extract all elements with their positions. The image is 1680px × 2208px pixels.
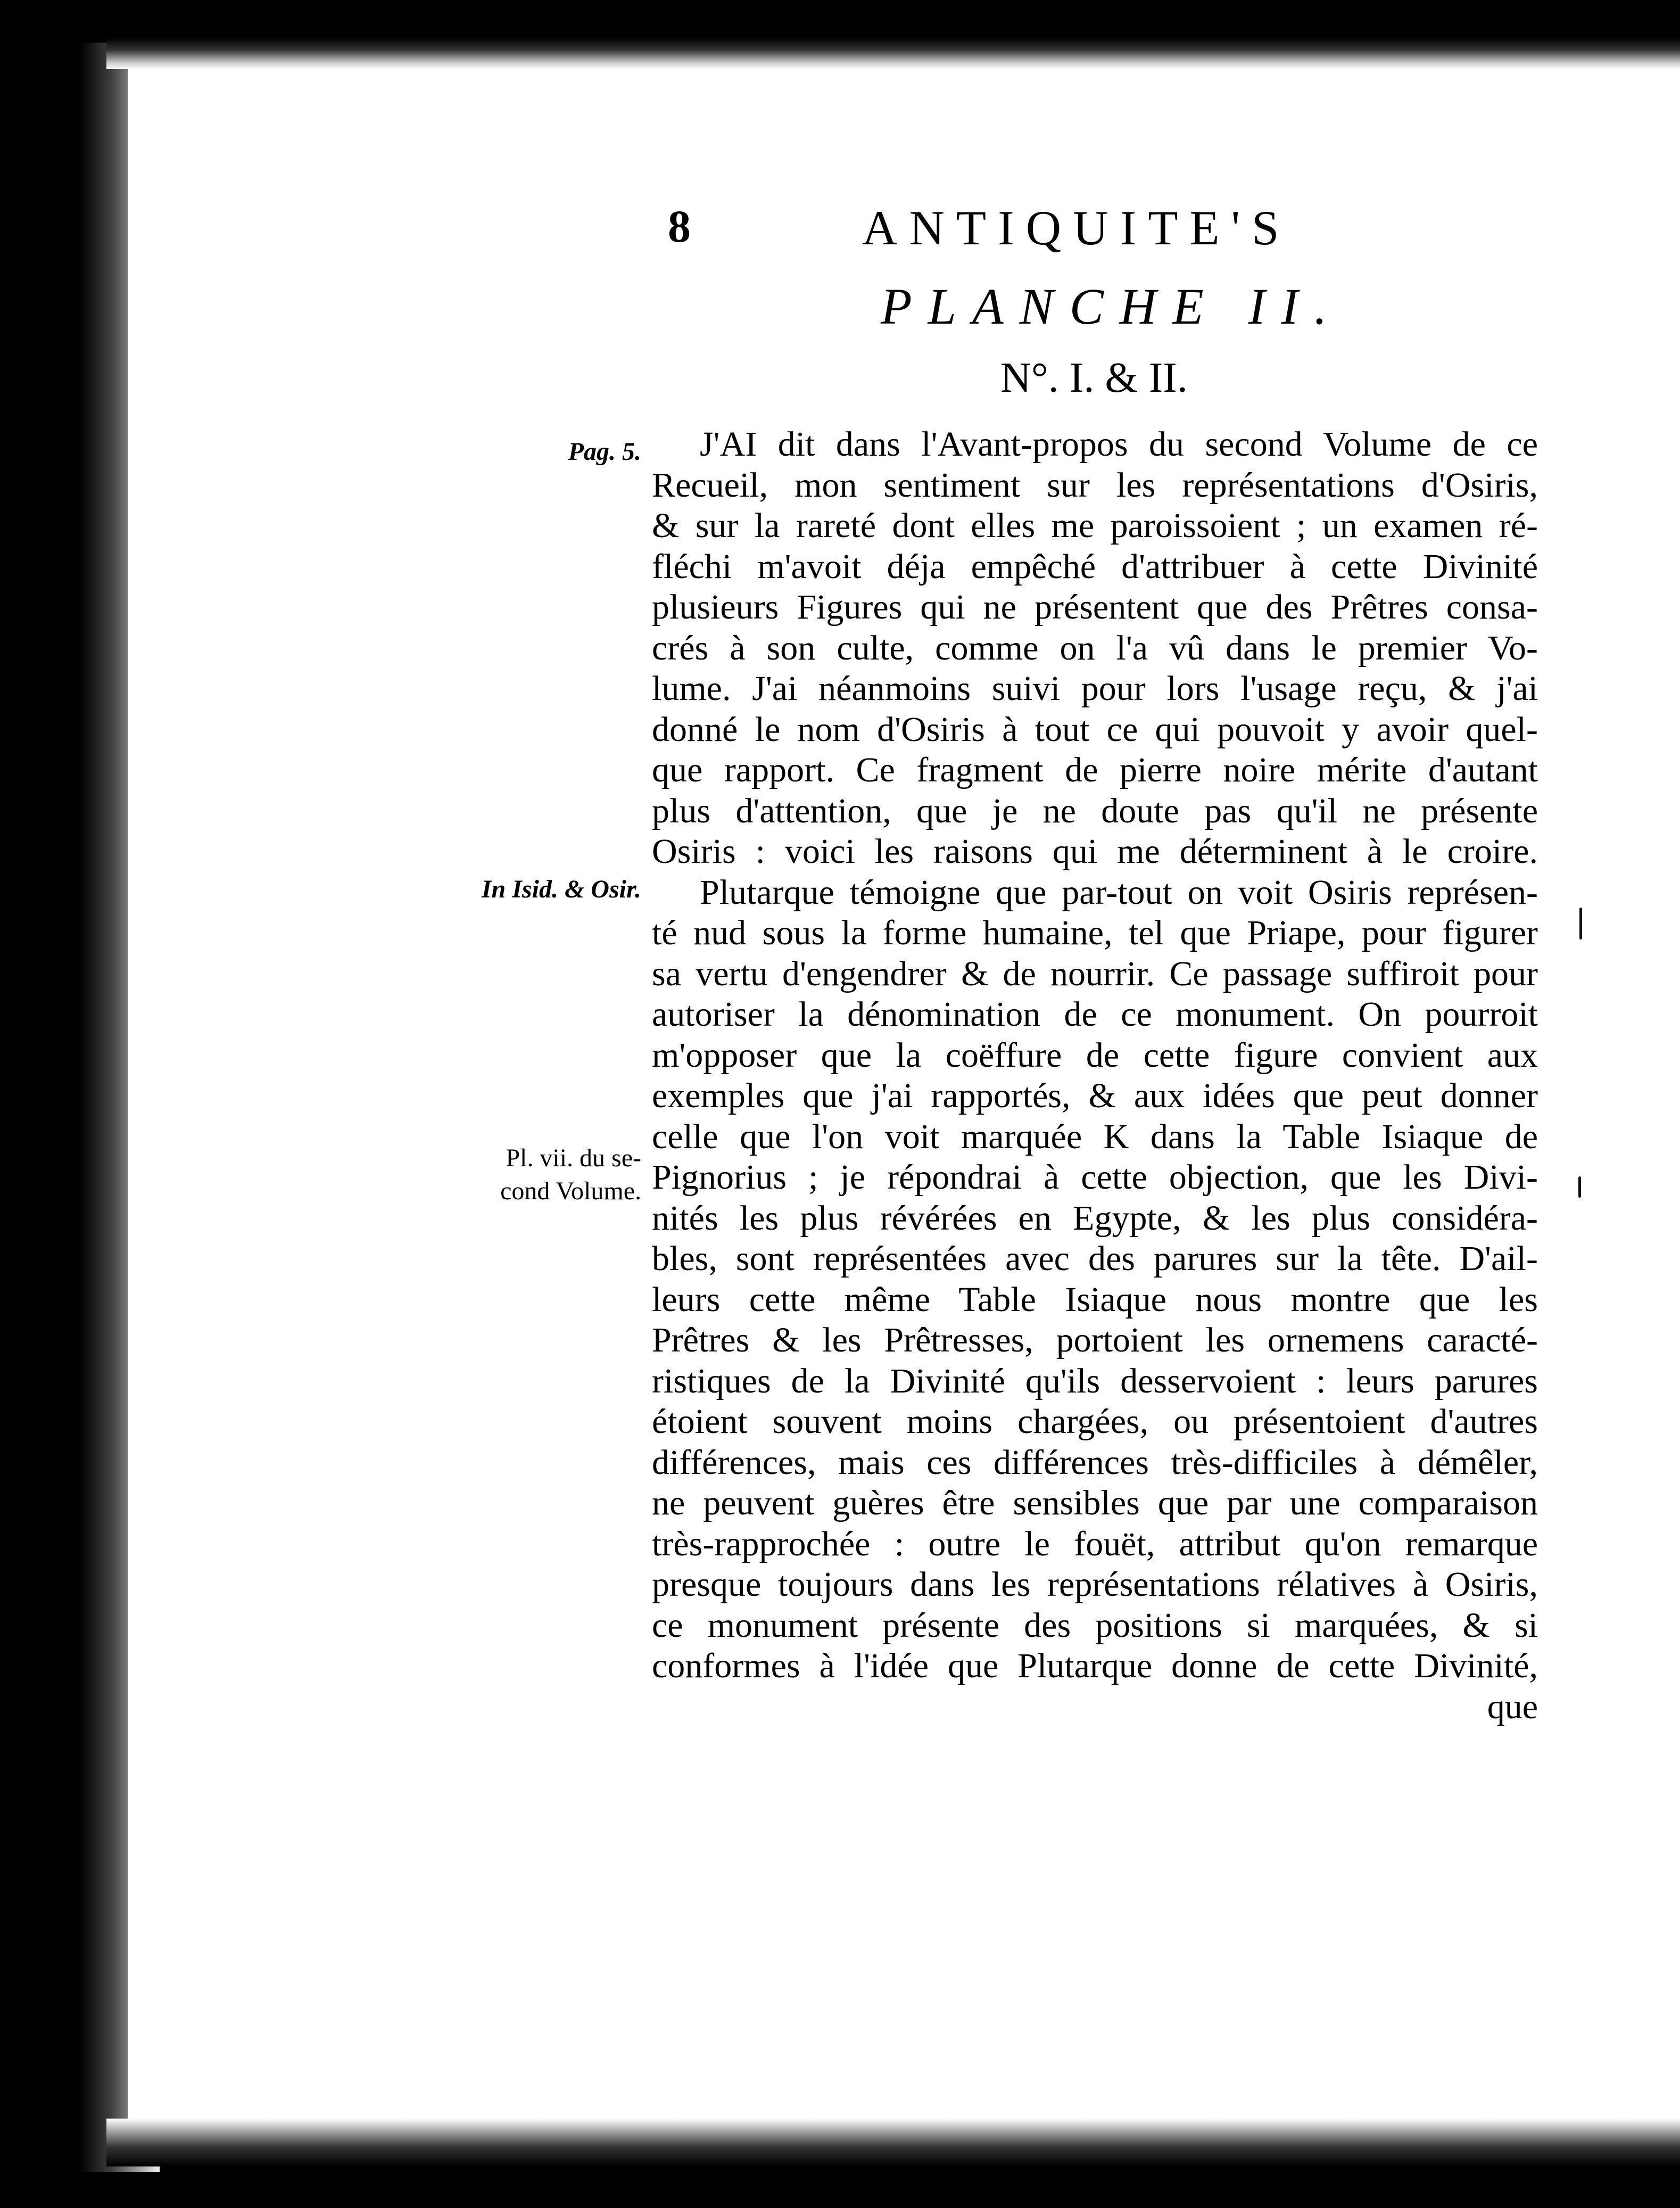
text-line: J'AI dit dans l'Avant-propos du second Volume de ce xyxy=(700,425,1538,464)
text-line: presque toujours dans les représentations rélatives à Osiris, xyxy=(652,1565,1538,1604)
text-line: ne peuvent guères être sensibles que par une comparaison xyxy=(652,1484,1538,1522)
margin-note-plate-ref: Pl. vii. du se- cond Volume. xyxy=(500,1144,641,1205)
text-line: ristiques de la Divinité qu'ils desservoient : leurs parures xyxy=(652,1361,1538,1400)
text-line: té nud sous la forme humaine, tel que Priape, pour figurer xyxy=(652,913,1538,952)
text-line: ce monument présente des positions si marquées, & si xyxy=(652,1605,1538,1645)
body-text xyxy=(652,424,1538,1727)
plate-number: N°. I. & II. xyxy=(1000,355,1188,401)
text-line: m'opposer que la coëffure de cette figure convient aux xyxy=(652,1035,1538,1075)
plate-title: PLANCHE II. xyxy=(881,278,1343,335)
text-line: sa vertu d'engendrer & de nourrir. Ce passage suffiroit pour xyxy=(652,954,1538,993)
text-line: leurs cette même Table Isiaque nous montre que les xyxy=(652,1280,1538,1319)
text-line: Plutarque témoigne que par-tout on voit Osiris représen- xyxy=(700,872,1538,912)
text-line: bles, sont représentées avec des parures sur la tête. D'ail- xyxy=(652,1239,1538,1278)
page-shadow-bottom xyxy=(106,2119,1680,2166)
scan-speck xyxy=(1578,1176,1581,1198)
page-shadow-top xyxy=(106,37,1680,69)
scan-speck xyxy=(1579,908,1582,940)
text-line: que rapport. Ce fragment de pierre noire mérite d'autant xyxy=(652,751,1538,789)
running-header: ANTIQUITE'S xyxy=(862,201,1291,255)
margin-note-page-ref: Pag. 5. xyxy=(568,438,641,466)
text-line: étoient souvent moins chargées, ou présentoient d'autres xyxy=(652,1402,1538,1441)
text-line: crés à son culte, comme on l'a vû dans le premier Vo- xyxy=(652,628,1538,668)
page-number: 8 xyxy=(668,201,691,252)
text-line: plus d'attention, que je ne doute pas qu'il ne présente xyxy=(652,791,1538,830)
text-line: nités les plus révérées en Egypte, & les plus considéra- xyxy=(652,1198,1538,1238)
text-line: & sur la rareté dont elles me paroissoient ; un examen ré- xyxy=(652,506,1538,545)
text-line: Prêtres & les Prêtresses, portoient les ornemens caracté- xyxy=(652,1321,1538,1360)
text-line: lume. J'ai néanmoins suivi pour lors l'usage reçu, & j'ai xyxy=(652,669,1538,708)
text-line: donné le nom d'Osiris à tout ce qui pouvoit y avoir quel- xyxy=(652,710,1538,749)
text-line: Recueil, mon sentiment sur les représentations d'Osiris, xyxy=(652,465,1538,505)
text-line: plusieurs Figures qui ne présentent que des Prêtres consa- xyxy=(652,588,1538,627)
text-line: différences, mais ces différences très-difficiles à démêler, xyxy=(652,1443,1538,1482)
text-line: celle que l'on voit marquée K dans la Table Isiaque de xyxy=(652,1117,1538,1156)
margin-note-source: In Isid. & Osir. xyxy=(481,875,641,903)
text-line: Osiris : voici les raisons qui me déterminent à le croire. xyxy=(652,832,1538,871)
text-line: conformes à l'idée que Plutarque donne de cette Divinité, xyxy=(652,1646,1538,1685)
text-line: très-rapprochée : outre le fouët, attribut qu'on remarque xyxy=(652,1524,1538,1563)
text-line: Pignorius ; je répondrai à cette objection, que les Divi- xyxy=(652,1158,1538,1197)
text-line: fléchi m'avoit déja empêché d'attribuer à cette Divinité xyxy=(652,547,1538,586)
catchword: que xyxy=(1487,1687,1538,1726)
text-line: autoriser la dénomination de ce monument. On pourroit xyxy=(652,995,1538,1034)
text-line: exemples que j'ai rapportés, & aux idées que peut donner xyxy=(652,1076,1538,1115)
